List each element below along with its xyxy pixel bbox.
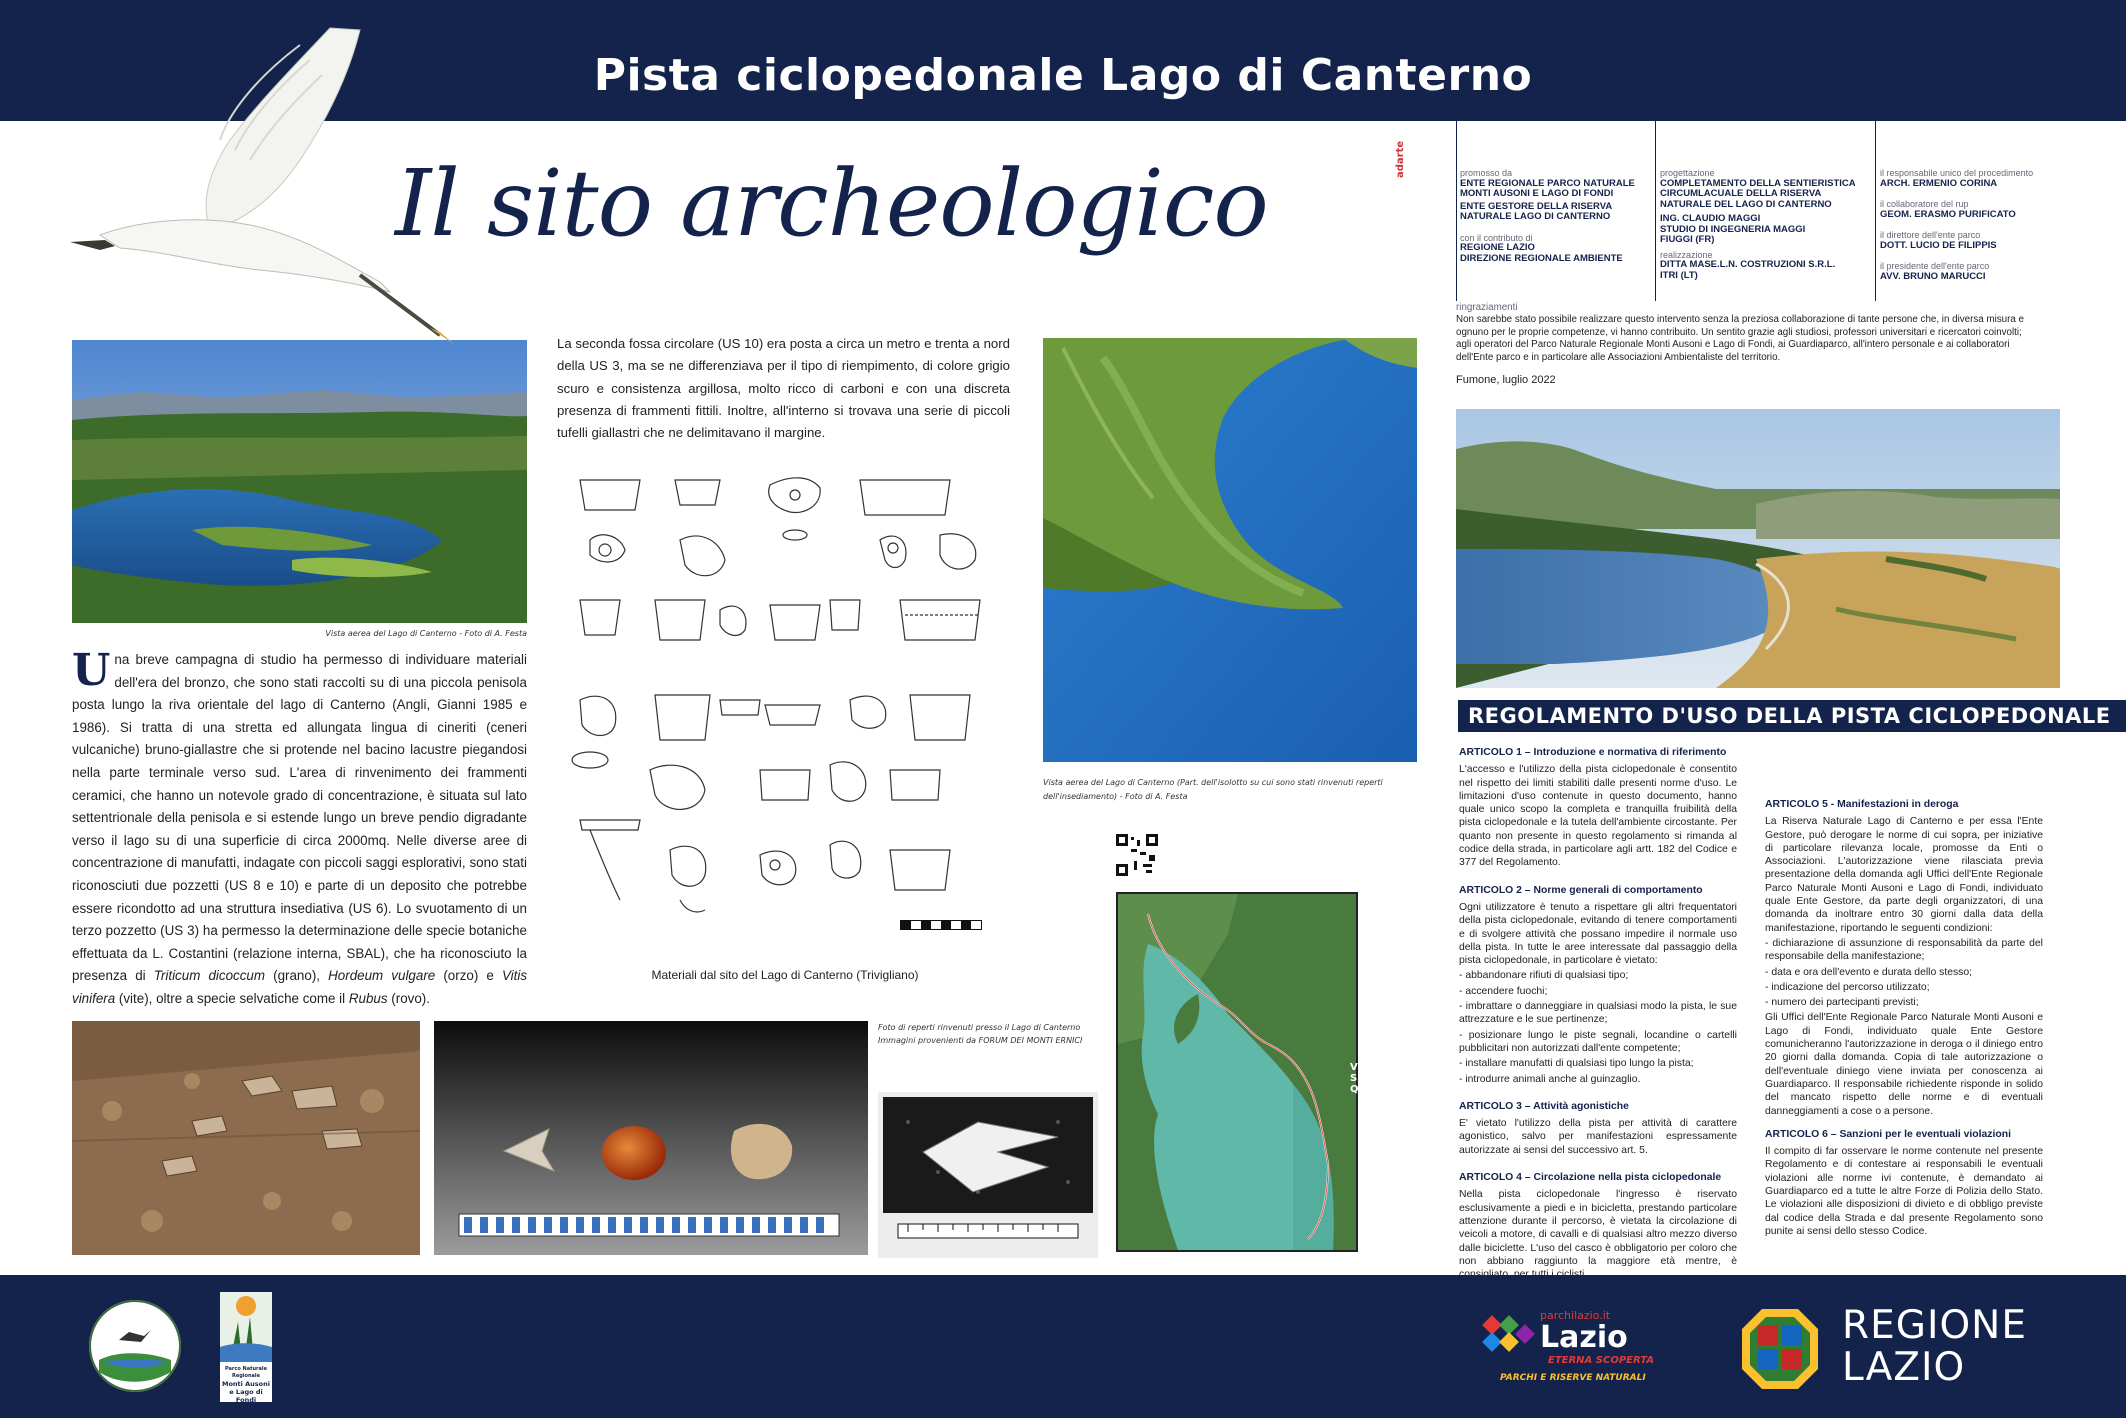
credits-value: REGIONE LAZIO (1460, 242, 1535, 253)
egret-illustration (60, 20, 450, 350)
article-title: ARTICOLO 4 – Circolazione nella pista ciclopedonale (1459, 1172, 1722, 1184)
regolamento-col-left (1459, 738, 1737, 1283)
page-header-title: Pista ciclopedonale Lago di Canterno (593, 50, 1533, 101)
credits-label: il presidente dell'ente parco (1880, 261, 1990, 271)
article-title: ARTICOLO 1 – Introduzione e normativa di riferimento (1459, 747, 1727, 758)
article-list-item: - imbrattare o danneggiare in qualsiasi modo la pista, le sue attrezzature e le sue pertinenze; (1459, 1001, 1737, 1026)
credits-value: ENTE GESTORE DELLA RISERVA NATURALE LAGO DI CANTERNO (1460, 200, 1612, 222)
article-title: ARTICOLO 3 – Attività agonistiche (1459, 1100, 1629, 1112)
species-name: Vitis vinifera (72, 968, 528, 1006)
lazio-tagline: ETERNA SCOPERTA (1548, 1355, 1655, 1366)
article-list-item: - accendere fuochi; (1459, 985, 1548, 997)
lake-panorama-photo (1456, 409, 2060, 688)
article-text: Nella pista ciclopedonale l'ingresso è riservato esclusivamente a piedi e in bicicletta, prestando particolare attenzione durante il percorso, è vietata la circolazione di veicoli a motore, di cavalli e di qualsiasi altro mezzo diverso dalle biciclette. L'uso del casco è obbligatorio per coloro che non abbiano raggiunto la maggiore età mentre, è (1459, 1189, 1737, 1267)
species-name: Triticum dicoccum (153, 968, 266, 984)
credits-value: AVV. BRUNO MARUCCI (1880, 270, 1986, 282)
regione-crest (1740, 1307, 1820, 1391)
peninsula-caption: Vista aerea del Lago di Canterno (Part. dell'isolotto su cui sono stati rinvenuti reperti dell'insediamento) - Foto di A. Festa (1043, 778, 1383, 801)
finds-caption: Foto di reperti rinvenuti presso il Lago di Canterno Immagini provenienti da FORUM DEI MONTI ERNICI (878, 1023, 1083, 1045)
page-title: Il sito archeologico (395, 150, 1268, 257)
article-list-item: - indicazione del percorso utilizzato; (1765, 981, 1930, 993)
credits-value: ING. CLAUDIO MAGGI (1660, 213, 1761, 224)
article-text: Ogni utilizzatore è tenuto a rispettare gli altri frequentatori della pista ciclopedonale, evitando di tenere comportamenti e di svolgere attività che possano impedire il normale uso della pista. In tutte le aree interessate dal passaggio della pista ciclopedonale, in particolare è vietato: (1459, 901, 1737, 967)
credits-value: ARCH. ERMENIO CORINA (1880, 177, 1998, 189)
intro-body: na breve campagna di studio ha permesso di individuare materiali dell'era del bronzo, che sono stati raccolti su di una piccola penisola posta lungo la riva orientale del lago di Canterno (Angli, Gianni 1985 e 1986). Si tratta di una stretta ed allungata lingua di cineriti (ceneri vulcaniche) bruno-giallastre che si protende nel bacino lacustre piegandosi nella parte terminale verso sud. L'area di rinvenimento dei frammenti ceramici, che hanno un notevole grado di concentrazione, è situata sul lato settentrionale della penisola e si estende lungo un breve pendio digradante verso il lago su di una superficie di circa 2000mq. Nelle diverse aree di concentrazione di manufatti, indagate con piccoli saggi esplorativi, sono stati riconosciuti due pozzetti (US 8 e 10) e parte di un deposito che potrebbe essere ricondotto ad una struttura insediativa (US 6). Lo svuotamento di un terzo pozzetto (US 3) ha permesso la determinazione delle specie botaniche effettuata da L. Costantini (relazione interna, SBAL), che ha riconosciuto la presenza di (72, 652, 527, 984)
thanks-text: Non sarebbe stato possibile realizzare questo intervento senza la preziosa collaborazione di tante persone che, in diversa misura e ognuno per le proprie competenze, vi hanno contribuito. Un sentito grazie agli studiosi, professori universitari e ricercatori coinvolti; agli operatori del Parco Naturale Regionale Monti Ausoni e Lago di Fondi, ai Guardiaparco, all'intero personale e ai collaboratori dell'Ente parco e in particolare alle Associazioni Ambientaliste del territorio. (1456, 314, 2024, 363)
credits-value: ENTE REGIONALE PARCO NATURALE MONTI AUSONI E LAGO DI FONDI (1460, 177, 1635, 199)
article-list-item: - posizionare lungo le piste segnali, locandine o cartelli pubblicitari non autorizzati dall'ente competente; (1459, 1029, 1737, 1054)
article-list-item: - introdurre animali anche al guinzaglio. (1459, 1073, 1641, 1085)
credits-label: progettazione (1660, 168, 1715, 178)
article-list-item: - dichiarazione di assunzione di responsabilità da parte del responsabile della manifestazione; (1765, 937, 2043, 963)
credits-design (1660, 168, 1865, 281)
credits-label: promosso da (1460, 168, 1513, 178)
place-date: Fumone, luglio 2022 (1456, 374, 1556, 387)
species-name: Rubus (348, 990, 388, 1006)
credits-label: il collaboratore del rup (1880, 199, 1969, 209)
credits-value: ITRI (LT) (1660, 269, 1698, 281)
credits-divider (1456, 121, 1457, 301)
ground-sherds-photo (72, 1021, 420, 1255)
credits-value: COMPLETAMENTO DELLA SENTIERISTICA CIRCUMLACUALE DELLA RISERVA NATURALE DEL LAGO DI CANTERNO (1660, 177, 1856, 210)
dropcap: U (72, 645, 111, 696)
qr-code[interactable] (1116, 834, 1158, 876)
article-list-item: - numero dei partecipanti previsti; (1765, 997, 1919, 1009)
article-text: Il compito di far osservare le norme contenute nel presente Regolamento e di contestare ai responsabili le eventuali violazioni alle norme ivi contenute, è demandato ai Guardiaparco ed a tutte le altre Forze di Polizia dello Stato. Le violazioni alle disposizioni di divieto e di obbligo previste dal codice della Strada e dal presente Regolamento sono punite ai sensi dello stesso Codice. (1765, 1146, 2043, 1237)
species-name: Hordeum vulgare (328, 968, 436, 984)
credits-value: GEOM. ERASMO PURIFICATO (1880, 208, 2016, 220)
trail-map (1116, 892, 1382, 1252)
thanks-label: ringraziamenti (1456, 302, 1518, 313)
credits-divider (1875, 121, 1876, 301)
credits-value: DIREZIONE REGIONALE AMBIENTE (1460, 252, 1623, 264)
regolamento-col-right (1765, 738, 2043, 1240)
parchi-tagline: PARCHI E RISERVE NATURALI (1500, 1373, 1646, 1383)
article-list-item: - data e ora dell'evento e durata dello stesso; (1765, 966, 1973, 978)
article-text: L'accesso e l'utilizzo della pista ciclopedonale è consentito nel rispetto dei limiti stabiliti dalle presenti norme d'uso. Le limitazioni d'uso contenute in questo documento, hanno quale unico scopo la completa e tranquilla fruibilità della pista ciclopedonale e la tutela dell'ambiente circostante. Per quanto non presente in questo regolamento si rimanda al codice della strada, in particolare agli artt. 182 del Codice e 377 del Regolamento. (1459, 764, 1737, 869)
article-list-item: - abbandonare rifiuti di qualsiasi tipo; (1459, 970, 1629, 982)
article-text: E' vietato l'utilizzo della pista per attività di carattere agonistico, salvo per manifestazioni espressamente autorizzate ai sensi del successivo art. 5. (1459, 1118, 1737, 1156)
parco-logo-text-1: Parco Naturale Regionale (225, 1366, 267, 1379)
credits-value: FIUGGI (FR) (1660, 234, 1715, 245)
credits-label: il direttore dell'ente parco (1880, 230, 1981, 240)
article-list-item: - installare manufatti di qualsiasi tipo lungo la pista; (1459, 1058, 1694, 1070)
you-are-here-3: QUI (1350, 1084, 1371, 1095)
aerial-lake-photo (72, 340, 527, 623)
arrowhead-photo (878, 1092, 1098, 1258)
credits-value: STUDIO DI INGEGNERIA MAGGI (1660, 223, 1806, 235)
pottery-drawings (560, 470, 1010, 940)
regolamento-header: REGOLAMENTO D'USO DELLA PISTA CICLOPEDONALE (1458, 700, 2126, 732)
peninsula-aerial-photo (1043, 338, 1417, 762)
parco-logo-text-2: Monti Ausoni (221, 1380, 270, 1388)
credits-label: con il contributo di (1460, 232, 1533, 243)
adarte-mark: adarte (1395, 140, 1406, 178)
lazio-word: Lazio (1540, 1320, 1628, 1355)
regione-lazio-text (1842, 1305, 2027, 1389)
credits-promoters (1460, 168, 1645, 264)
you-are-here (1350, 1063, 1370, 1073)
intro-text (72, 645, 528, 1011)
parchi-url[interactable]: parchilazio.it (1540, 1309, 1611, 1322)
aerial-lake-caption: Vista aerea del Lago di Canterno - Foto di A. Festa (325, 629, 527, 638)
thanks-block (1456, 302, 2036, 386)
intro-body-cont: (orzo) e (435, 968, 502, 984)
you-are-here-2: SIETE (1350, 1073, 1382, 1084)
article-title: ARTICOLO 2 – Norme generali di comportamento (1459, 884, 1703, 896)
credits-label: realizzazione (1660, 249, 1713, 260)
drawings-caption: Materiali dal sito del Lago di Canterno (Trivigliano) (651, 968, 919, 982)
you-are-here-1: VOI (1350, 1062, 1370, 1073)
riserva-logo (89, 1300, 181, 1392)
credits-divider (1655, 121, 1656, 301)
credits-officials (1880, 168, 2080, 282)
article-text: Gli Uffici dell'Ente Regionale Parco Naturale Monti Ausoni e Lago di Fondi, individuato quale Ente Gestore comunicheranno l'autorizzazione in deroga o il diniego entro 20 giorni dalla domanda. Copia di tale autorizzazione o dell'eventuale diniego viene inviata per conoscenza ai Guardiaparco. Il responsabile richiedente risponde in solido del mancato rispetto delle norme e di eventuali danneggiamenti a cose o a persone. (1765, 1012, 2043, 1117)
lazio-parchi-logo (1480, 1305, 1660, 1390)
parco-logo-text-3: e Lago di Fondi (229, 1388, 263, 1404)
parco-logo (220, 1292, 272, 1402)
article-title: ARTICOLO 5 - Manifestazioni in deroga (1765, 799, 1959, 810)
regione-line-1: REGIONE (1842, 1303, 2027, 1348)
scale-bar (900, 920, 982, 930)
credits-label: il responsabile unico del procedimento (1880, 168, 2034, 178)
article-text: La Riserva Naturale Lago di Canterno e per essa l'Ente Gestore, può derogare le norme di cui sopra, per iniziative di particolare rilevanza locale, promosse da Enti o Associazioni. L'autorizzazione viene rilasciata previa presentazione della domanda agli Uffici dell'Ente Regionale Parco Naturale Monti Ausoni e Lago di Fondi, individuato quale Ente Gestore, da parte degli organizzatori, di una domanda da inoltrare entro 30 giorni dalla data della manifestazione, riportando le seguenti condizioni: (1765, 816, 2043, 934)
intro-body-cont: (vite), oltre a specie selvatiche come il (115, 990, 349, 1006)
pit-description-text: La seconda fossa circolare (US 10) era posta a circa un metro e trenta a nord della US 3, ma se ne differenziava per il tipo di riempimento, di colore grigio scuro e consistenza argillosa, molto ricco di carboni e con una discreta presenza di frammenti fittili. Inoltre, all'interno si trovava una serie di piccoli tufelli giallastri che ne delimitavano il margine. (557, 336, 1010, 441)
credits-value: DITTA MASE.L.N. COSTRUZIONI S.R.L. (1660, 259, 1836, 270)
intro-body-cont: (rovo). (387, 990, 430, 1006)
article-title: ARTICOLO 6 – Sanzioni per le eventuali violazioni (1765, 1128, 2011, 1140)
regione-line-2: LAZIO (1842, 1345, 1966, 1390)
artifacts-photo (434, 1021, 868, 1255)
credits-value: DOTT. LUCIO DE FILIPPIS (1880, 239, 1997, 251)
intro-body-cont: (grano), (265, 968, 329, 984)
